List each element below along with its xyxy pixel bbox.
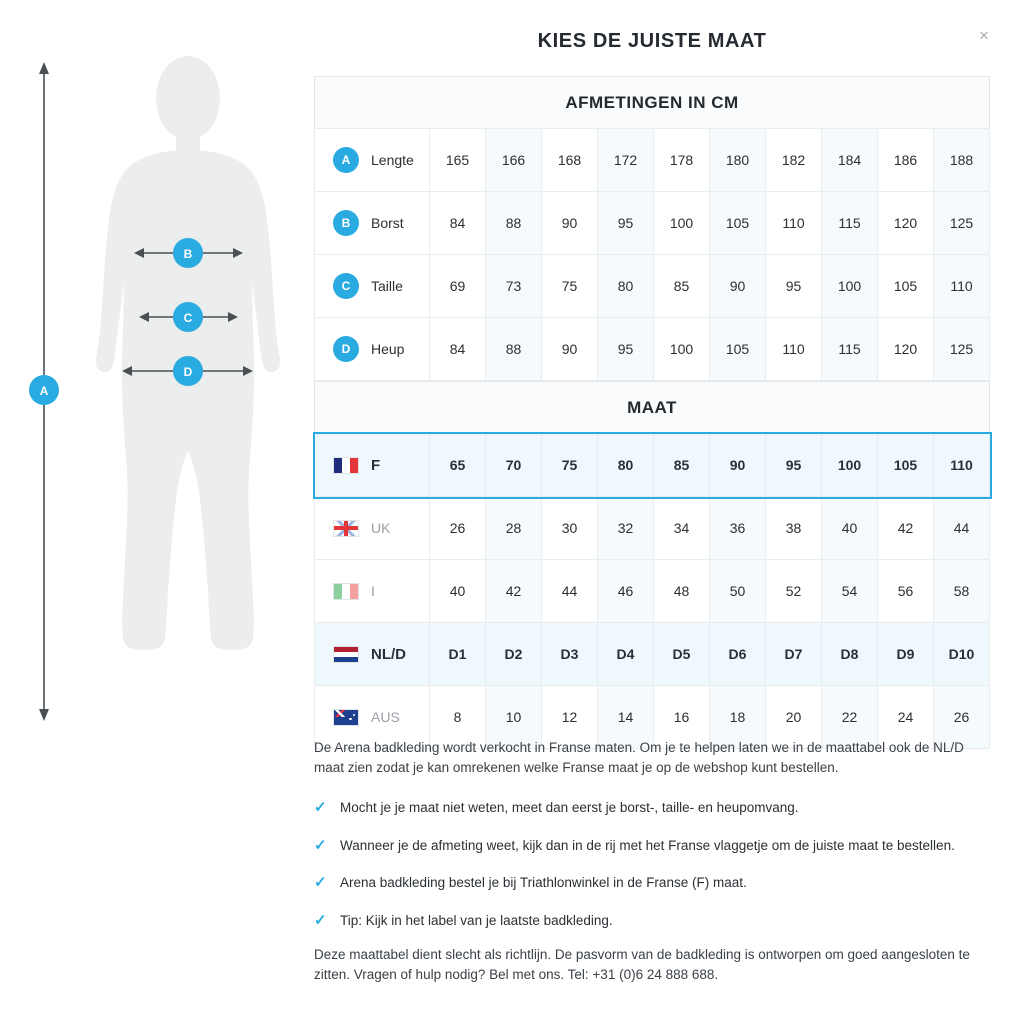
measurements-heading: AFMETINGEN IN CM [314, 76, 990, 128]
measurement-value: 84 [430, 192, 486, 255]
svg-text:D: D [183, 365, 193, 379]
country-name: F [371, 456, 381, 474]
size-value[interactable]: 90 [710, 434, 766, 497]
measurement-value: 125 [934, 192, 990, 255]
size-value[interactable]: 44 [542, 560, 598, 623]
measurement-value: 105 [710, 318, 766, 381]
measurement-value: 88 [486, 192, 542, 255]
size-value[interactable]: 26 [934, 686, 990, 749]
check-icon: ✓ [314, 836, 327, 854]
measurement-value: 110 [766, 192, 822, 255]
size-value[interactable]: 34 [654, 497, 710, 560]
size-value[interactable]: 42 [878, 497, 934, 560]
list-item-label: Wanneer je de afmeting weet, kijk dan in de rij met het Franse vlaggetje om de juiste maat te bestellen. [340, 837, 955, 853]
measurement-value: 172 [598, 129, 654, 192]
country-label-cell [315, 497, 430, 560]
size-value[interactable]: 70 [486, 434, 542, 497]
measurement-name: Taille [371, 278, 403, 294]
measurement-value: 182 [766, 129, 822, 192]
measurement-value: 125 [934, 318, 990, 381]
size-value[interactable]: 85 [654, 434, 710, 497]
size-value[interactable]: 44 [934, 497, 990, 560]
measurement-value: 100 [654, 318, 710, 381]
size-value[interactable]: 26 [430, 497, 486, 560]
size-value[interactable]: 16 [654, 686, 710, 749]
sizes-heading: MAAT [314, 381, 990, 433]
measurement-value: 88 [486, 318, 542, 381]
measurement-value: 178 [654, 129, 710, 192]
flag-netherlands-icon [333, 646, 359, 663]
size-value[interactable]: 110 [934, 434, 990, 497]
check-icon: ✓ [314, 799, 327, 816]
list-item-label: Mocht je je maat niet weten, meet dan eerst je borst-, taille- en heupomvang. [340, 800, 799, 815]
size-value[interactable]: 100 [822, 434, 878, 497]
body-figure-panel [0, 0, 314, 1013]
size-value[interactable]: 46 [598, 560, 654, 623]
size-value[interactable]: D2 [486, 623, 542, 686]
size-tables [314, 76, 990, 749]
country-name: NL/D [371, 645, 406, 663]
size-value[interactable]: 20 [766, 686, 822, 749]
country-label-cell [315, 434, 430, 497]
size-value[interactable]: 38 [766, 497, 822, 560]
svg-text:C: C [183, 311, 193, 325]
measurement-value: 84 [430, 318, 486, 381]
measurement-value: 90 [542, 318, 598, 381]
country-name: AUS [371, 709, 400, 725]
size-value[interactable]: D7 [766, 623, 822, 686]
table-row[interactable] [315, 497, 990, 560]
flag-uk-icon [333, 520, 359, 537]
size-value[interactable]: 75 [542, 434, 598, 497]
measurement-value: 115 [822, 192, 878, 255]
measurement-label-cell [315, 129, 430, 192]
body-figure-svg [0, 0, 314, 1013]
measurement-name: Lengte [371, 152, 414, 168]
measurement-value: 80 [598, 255, 654, 318]
measurement-value: 95 [598, 318, 654, 381]
country-name: UK [371, 520, 391, 536]
measurement-value: 105 [710, 192, 766, 255]
measurement-value: 165 [430, 129, 486, 192]
measurement-value: 168 [542, 129, 598, 192]
list-item [314, 875, 1004, 892]
size-value[interactable]: 95 [766, 434, 822, 497]
check-icon: ✓ [314, 911, 327, 929]
size-value[interactable]: 48 [654, 560, 710, 623]
size-value[interactable]: 18 [710, 686, 766, 749]
size-value[interactable]: 12 [542, 686, 598, 749]
table-row [315, 255, 990, 318]
country-label-cell [315, 560, 430, 623]
size-value[interactable]: 10 [486, 686, 542, 749]
size-value[interactable]: D4 [598, 623, 654, 686]
measurement-value: 100 [654, 192, 710, 255]
measurement-value: 110 [934, 255, 990, 318]
size-value[interactable]: 40 [822, 497, 878, 560]
table-row[interactable] [315, 560, 990, 623]
measurement-value: 75 [542, 255, 598, 318]
measurement-value: 110 [766, 318, 822, 381]
close-icon[interactable]: × [974, 26, 994, 46]
marker-badge: C [333, 273, 359, 299]
size-value[interactable]: 80 [598, 434, 654, 497]
size-value[interactable]: D6 [710, 623, 766, 686]
list-item [314, 913, 1004, 930]
tips-list [314, 800, 1004, 950]
svg-text:B: B [183, 247, 193, 261]
measurement-label-cell [315, 255, 430, 318]
size-value[interactable]: 22 [822, 686, 878, 749]
size-value[interactable]: 24 [878, 686, 934, 749]
measurement-value: 184 [822, 129, 878, 192]
size-value[interactable]: D1 [430, 623, 486, 686]
measurement-value: 186 [878, 129, 934, 192]
measurement-value: 90 [542, 192, 598, 255]
list-item [314, 800, 1004, 817]
country-label-cell [315, 623, 430, 686]
list-item [314, 838, 1004, 855]
size-value[interactable]: 65 [430, 434, 486, 497]
size-value[interactable]: 50 [710, 560, 766, 623]
check-icon: ✓ [314, 874, 327, 891]
measurement-value: 120 [878, 192, 934, 255]
size-value[interactable]: 58 [934, 560, 990, 623]
measurement-value: 188 [934, 129, 990, 192]
marker-badge: B [333, 210, 359, 236]
footer-paragraph: Deze maattabel dient slecht als richtlijn. De pasvorm van de badkleding is ontworpen om goed aangesloten te zitten. Vragen of hulp nodig? Bel met ons. Tel: +31 (0)6 24 888 688. [314, 947, 970, 982]
size-value[interactable]: 14 [598, 686, 654, 749]
size-value[interactable]: 28 [486, 497, 542, 560]
list-item-label: Tip: Kijk in het label van je laatste badkleding. [340, 912, 613, 928]
size-value[interactable]: 42 [486, 560, 542, 623]
measurement-label-cell [315, 318, 430, 381]
size-value[interactable]: D10 [934, 623, 990, 686]
page-title: KIES DE JUISTE MAAT [537, 30, 767, 52]
measurement-value: 105 [878, 255, 934, 318]
marker-badge: A [333, 147, 359, 173]
size-value[interactable]: 54 [822, 560, 878, 623]
measurement-value: 180 [710, 129, 766, 192]
size-value[interactable]: D3 [542, 623, 598, 686]
size-value[interactable]: D9 [878, 623, 934, 686]
table-row [315, 129, 990, 192]
size-value[interactable]: 36 [710, 497, 766, 560]
sizes-table [314, 433, 990, 749]
size-value[interactable]: 56 [878, 560, 934, 623]
size-value[interactable]: D5 [654, 623, 710, 686]
measurement-value: 73 [486, 255, 542, 318]
table-row[interactable] [315, 623, 990, 686]
measurement-value: 166 [486, 129, 542, 192]
size-value[interactable]: 30 [542, 497, 598, 560]
size-value[interactable]: 8 [430, 686, 486, 749]
measurement-value: 115 [822, 318, 878, 381]
size-value[interactable]: D8 [822, 623, 878, 686]
size-value[interactable]: 105 [878, 434, 934, 497]
list-item-label: Arena badkleding bestel je bij Triathlonwinkel in de Franse (F) maat. [340, 875, 747, 890]
measurements-table [314, 128, 990, 381]
marker-badge: D [333, 336, 359, 362]
table-row[interactable] [315, 434, 990, 497]
size-value[interactable]: 32 [598, 497, 654, 560]
country-name: I [371, 583, 375, 599]
measurement-value: 100 [822, 255, 878, 318]
table-row [315, 192, 990, 255]
measurement-value: 69 [430, 255, 486, 318]
measurement-value: 85 [654, 255, 710, 318]
measurement-value: 90 [710, 255, 766, 318]
size-value[interactable]: 40 [430, 560, 486, 623]
svg-text:A: A [39, 384, 49, 398]
measurement-name: Borst [371, 215, 404, 231]
table-row [315, 318, 990, 381]
measurement-name: Heup [371, 341, 405, 357]
flag-australia-icon [333, 709, 359, 726]
measurement-value: 95 [766, 255, 822, 318]
measurement-value: 120 [878, 318, 934, 381]
size-value[interactable]: 52 [766, 560, 822, 623]
flag-france-icon [333, 457, 359, 474]
measurement-value: 95 [598, 192, 654, 255]
intro-paragraph: De Arena badkleding wordt verkocht in Franse maten. Om je te helpen laten we in de maattabel ook de NL/D maat zien zodat je kan omrekenen welke Franse maat je op de webshop kunt bestellen. [314, 740, 964, 775]
measurement-label-cell [315, 192, 430, 255]
flag-italy-icon [333, 583, 359, 600]
